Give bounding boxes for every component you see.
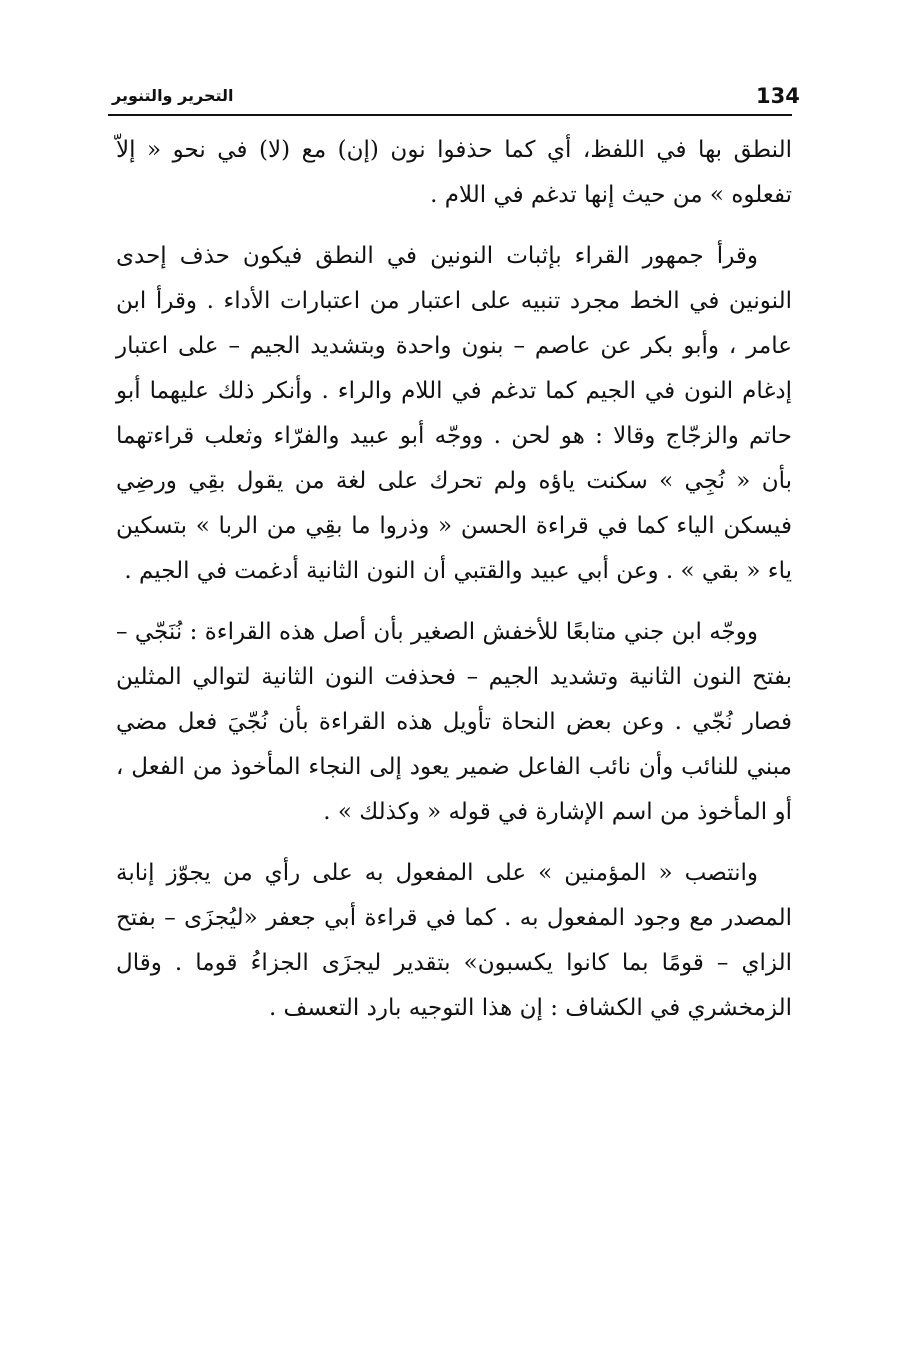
page-body	[116, 128, 792, 1047]
page-header	[112, 82, 800, 110]
paragraph-2: وقرأ جمهور القراء بإثبات النونين في النطق فيكون حذف إحدى النونين في الخط مجرد تنبيه على اعتبار من اعتبارات الأداء . وقرأ ابن عامر ، وأبو بكر عن عاصم – بنون واحدة وبتشديد الجيم – على اعتبار إدغام النون في الجيم كما تدغم في اللام والراء . وأنكر ذلك عليهما أبو حاتم والزجّاج وقالا : هو لحن . ووجّه أبو عبيد والفرّاء وثعلب قراءتهما بأن « نُجِي » سكنت ياؤه ولم تحرك على لغة من يقول بقِي ورضِي فيسكن الياء كما في قراءة الحسن « وذروا ما بقِي من الربا » بتسكين ياء « بقي » . وعن أبي عبيد والقتبي أن النون الثانية أدغمت في الجيم .	[116, 243, 792, 584]
page-number: 134	[756, 84, 800, 108]
paragraph-3: ووجّه ابن جني متابعًا للأخفش الصغير بأن أصل هذه القراءة : نُنَجّي – بفتح النون الثانية وتشديد الجيم – فحذفت النون الثانية لتوالي المثلين فصار نُجّي . وعن بعض النحاة تأويل هذه القراءة بأن نُجّيَ فعل مضي مبني للنائب وأن نائب الفاعل ضمير يعود إلى النجاء المأخوذ من الفعل ، أو المأخوذ من اسم الإشارة في قوله « وكذلك » .	[116, 619, 792, 825]
header-rule	[108, 114, 792, 116]
running-title: التحرير والتنوير	[112, 86, 234, 105]
paragraph-4: وانتصب « المؤمنين » على المفعول به على رأي من يجوّز إنابة المصدر مع وجود المفعول به . كما في قراءة أبي جعفر «ليُجزَى – بفتح الزاي – قومًا بما كانوا يكسبون» بتقدير ليجزَى الجزاءُ قوما . وقال الزمخشري في الكشاف : إن هذا التوجيه بارد التعسف .	[116, 860, 792, 1021]
paragraph-1: النطق بها في اللفظ، أي كما حذفوا نون (إن) مع (لا) في نحو « إلاّ تفعلوه » من حيث إنها تدغم في اللام .	[116, 137, 792, 208]
